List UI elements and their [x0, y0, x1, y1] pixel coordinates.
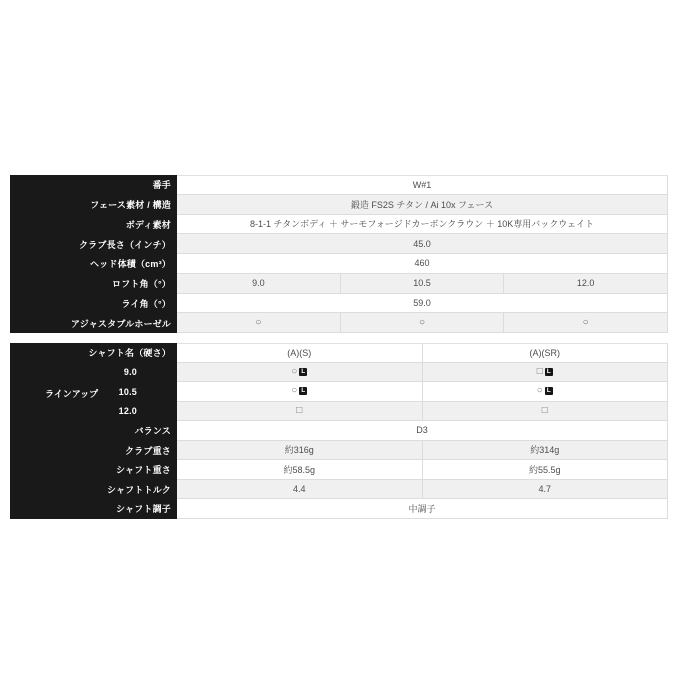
face-material-value: 鍛造 FS2S チタン / Ai 10x フェース: [177, 195, 668, 215]
spec-row-shaft-weight: [10, 460, 668, 480]
club-number-value: W#1: [177, 175, 668, 195]
left-handed-badge: L: [545, 387, 553, 395]
lie-angle-value: 59.0: [177, 294, 668, 314]
row-label-shaft-kickpoint: シャフト調子: [10, 499, 177, 519]
balance-value: D3: [177, 421, 668, 441]
row-label-shaft-name: シャフト名（硬さ）: [10, 343, 177, 363]
availability-mark: □: [296, 404, 303, 416]
shaft-torque-value-2: 4.7: [423, 480, 669, 500]
availability-mark: □: [536, 365, 543, 377]
lineup-group-label: ラインアップ: [45, 389, 99, 399]
row-label-balance: バランス: [10, 421, 177, 441]
club-length-value: 45.0: [177, 234, 668, 254]
head-volume-value: 460: [177, 254, 668, 274]
row-label-loft-10-5: 10.5: [10, 382, 177, 402]
hosel-available-circle-mark: ○: [418, 316, 426, 328]
shaft-flex-value-2: (A)(SR): [423, 343, 669, 363]
shaft-spec-table: [10, 343, 668, 519]
row-label-loft-angle: ロフト角（°）: [10, 274, 177, 294]
spec-row-club-number: [10, 175, 668, 195]
spec-row-lineup-9: [10, 363, 668, 383]
spec-row-club-weight: [10, 441, 668, 461]
loft-value-1: 9.0: [177, 274, 341, 294]
row-label-body-material: ボディ素材: [10, 215, 177, 235]
shaft-kickpoint-value: 中調子: [177, 499, 668, 519]
head-spec-table: [10, 175, 668, 333]
availability-mark: ○: [291, 385, 298, 397]
row-label-club-length: クラブ長さ（インチ）: [10, 234, 177, 254]
row-label-loft-9: 9.0: [10, 363, 177, 383]
spec-row-shaft-kickpoint: [10, 499, 668, 519]
shaft-flex-value-1: (A)(S): [177, 343, 423, 363]
club-weight-value-1: 約316g: [177, 441, 423, 461]
row-label-shaft-torque: シャフトトルク: [10, 480, 177, 500]
spec-row-shaft-torque: [10, 480, 668, 500]
spec-row-balance: [10, 421, 668, 441]
row-label-loft-12: 12.0: [10, 402, 177, 422]
spec-row-head-volume: [10, 254, 668, 274]
left-handed-badge: L: [545, 368, 553, 376]
row-label-club-number: 番手: [10, 175, 177, 195]
spec-row-loft-angle: [10, 274, 668, 294]
availability-mark: ○: [291, 365, 298, 377]
availability-mark: ○: [536, 385, 543, 397]
row-label-club-weight: クラブ重さ: [10, 441, 177, 461]
loft-value-2: 10.5: [341, 274, 505, 294]
hosel-available-circle-mark: ○: [255, 316, 262, 328]
club-weight-value-2: 約314g: [423, 441, 669, 461]
spec-row-body-material: [10, 215, 668, 235]
hosel-available-circle-mark: ○: [582, 316, 589, 328]
availability-mark: □: [541, 404, 548, 416]
spec-row-lineup-12: [10, 402, 668, 422]
left-handed-badge: L: [299, 368, 307, 376]
left-handed-badge: L: [299, 387, 307, 395]
row-label-head-volume: ヘッド体積（cm³）: [10, 254, 177, 274]
spec-row-face-material: [10, 195, 668, 215]
body-material-value: 8-1-1 チタンボディ ＋ サーモフォージドカーボンクラウン ＋ 10K専用バックウェイト: [177, 215, 668, 235]
row-label-adjustable-hosel: アジャスタブルホーゼル: [10, 313, 177, 333]
shaft-torque-value-1: 4.4: [177, 480, 423, 500]
spec-row-shaft-name: [10, 343, 668, 363]
spec-row-lineup-10-5: [10, 382, 668, 402]
row-label-lie-angle: ライ角（°）: [10, 294, 177, 314]
shaft-weight-value-1: 約58.5g: [177, 460, 423, 480]
spec-row-club-length: [10, 234, 668, 254]
spec-row-lie-angle: [10, 294, 668, 314]
row-label-face-material: フェース素材 / 構造: [10, 195, 177, 215]
loft-value-3: 12.0: [504, 274, 668, 294]
row-label-shaft-weight: シャフト重さ: [10, 460, 177, 480]
spec-row-adjustable-hosel: [10, 313, 668, 333]
shaft-weight-value-2: 約55.5g: [423, 460, 669, 480]
